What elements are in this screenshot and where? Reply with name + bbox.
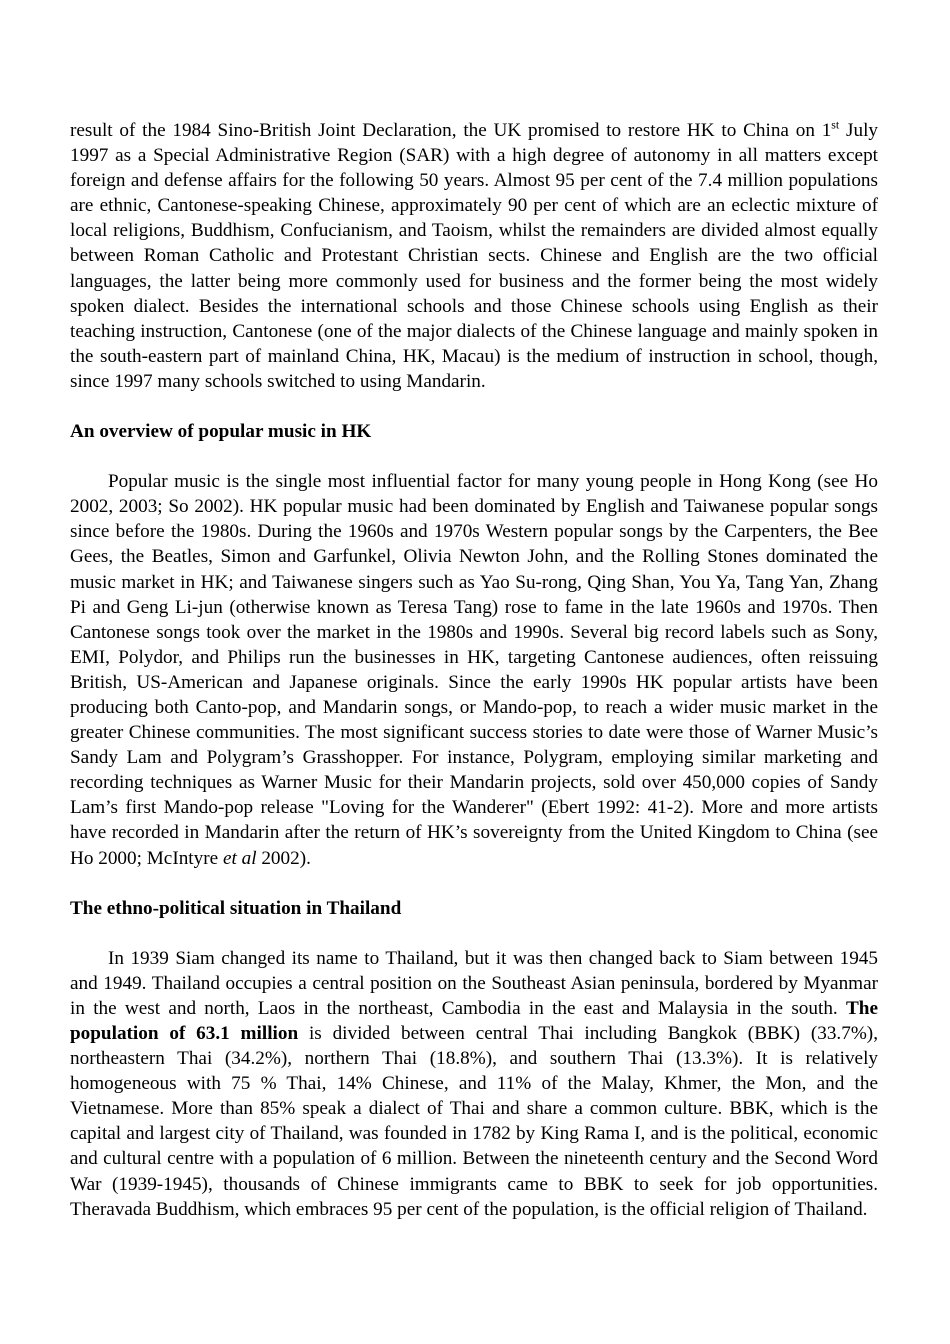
bold-emphasis: The population of 63.1 million	[70, 997, 878, 1044]
text-run: Popular music is the single most influential factor for many young people in Hong Kong (see Ho 2002, 2003; So 2002). HK popular music had been dominated by English and Taiwanese popular songs since before the 1980s. During the 1960s and 1970s Western popular songs by the Carpenters, the Bee Gees, the Beatles, Simon and Garfunkel, Olivia Newton John, and the Rolling Stones dominated the music market in HK; and Taiwanese singers such as Yao Su-rong, Qing Shan, You Ya, Tang Yan, Zhang Pi and Geng Li-jun (otherwise known as Teresa Tang) rose to fame in the late 1960s and 1970s. Then Cantonese songs took over the market in the 1980s and 1990s. Several big record labels such as Sony, EMI, Polydor, and Philips run the businesses in HK, targeting Cantonese audiences, often reissuing British, US-American and Japanese originals. Since the early 1990s HK popular artists have been producing both Canto-pop, and Mandarin songs, or Mando-pop, to reach a wider music market in the greater Chinese communities. The most significant success stories to date were those of Warner Music’s Sandy Lam and Polygram’s Grasshopper. For instance, Polygram, employing similar marketing and recording techniques as Warner Music for their Mandarin projects, sold over 450,000 copies of Sandy Lam’s first Mando-pop release "Loving for the Wanderer" (Ebert 1992: 41-2). More and more artists have recorded in Mandarin after the return of HK’s sovereignty from the United Kingdom to China (see Ho 2000; McIntyre	[70, 471, 878, 869]
page-text-column	[70, 118, 878, 1222]
paragraph-thailand-background	[70, 946, 878, 1222]
heading-ethno-political-thailand: The ethno-political situation in Thailand	[70, 897, 402, 919]
text-run: July 1997 as a Special Administrative Region (SAR) with a high degree of autonomy in all matters except foreign and defense affairs for the following 50 years. Almost 95 per cent of the 7.4 million populations are ethnic, Cantonese-speaking Chinese, approximately 90 per cent of which are an eclectic mixture of local religions, Buddhism, Confucianism, and Taoism, whilst the remainders are divided almost equally between Roman Catholic and Protestant Christian sects. Chinese and English are the two official languages, the latter being more commonly used for business and the former being the most widely spoken dialect. Besides the international schools and those Chinese schools using English as their teaching instruction, Cantonese (one of the major dialects of the Chinese language and mainly spoken in the south-eastern part of mainland China, HK, Macau) is the medium of instruction in school, though, since 1997 many schools switched to using Mandarin.	[70, 120, 879, 392]
ordinal-suffix: st	[831, 117, 840, 132]
spacer-before-heading-thailand	[70, 871, 878, 896]
text-run: result of the 1984 Sino-British Joint Declaration, the UK promised to restore HK to China on 1	[70, 120, 832, 141]
text-run: In 1939 Siam changed its name to Thailand, but it was then changed back to Siam between 1945 and 1949. Thailand occupies a central position on the Southeast Asian peninsula, bordered by Myanmar in the west and north, Laos in the northeast, Cambodia in the east and Malaysia in the south.	[70, 947, 878, 1019]
heading-popular-music-hk: An overview of popular music in HK	[70, 421, 372, 443]
spacer-before-heading-music	[70, 394, 878, 419]
italic-citation: et al	[222, 847, 257, 869]
paragraph-hk-background	[70, 118, 878, 394]
spacer-after-heading-music	[70, 444, 878, 469]
spacer-after-heading-thailand	[70, 921, 878, 946]
paragraph-popular-music-hk	[70, 469, 878, 871]
text-run: 2002).	[256, 847, 311, 869]
text-run: is divided between central Thai including Bangkok (BBK) (33.7%), northeastern Thai (34.2%), northern Thai (18.8%), and southern Thai (13.3%). It is relatively homogeneous with 75 % Thai, 14% Chinese, and 11% of the Malay, Khmer, the Mon, and the Vietnamese. More than 85% speak a dialect of Thai and share a common culture. BBK, which is the capital and largest city of Thailand, was founded in 1782 by King Rama I, and is the political, economic and cultural centre with a population of 6 million. Between the nineteenth century and the Second Word War (1939-1945), thousands of Chinese immigrants came to BBK to seek for job opportunities. Theravada Buddhism, which embraces 95 per cent of the population, is the official religion of Thailand.	[70, 1023, 878, 1220]
